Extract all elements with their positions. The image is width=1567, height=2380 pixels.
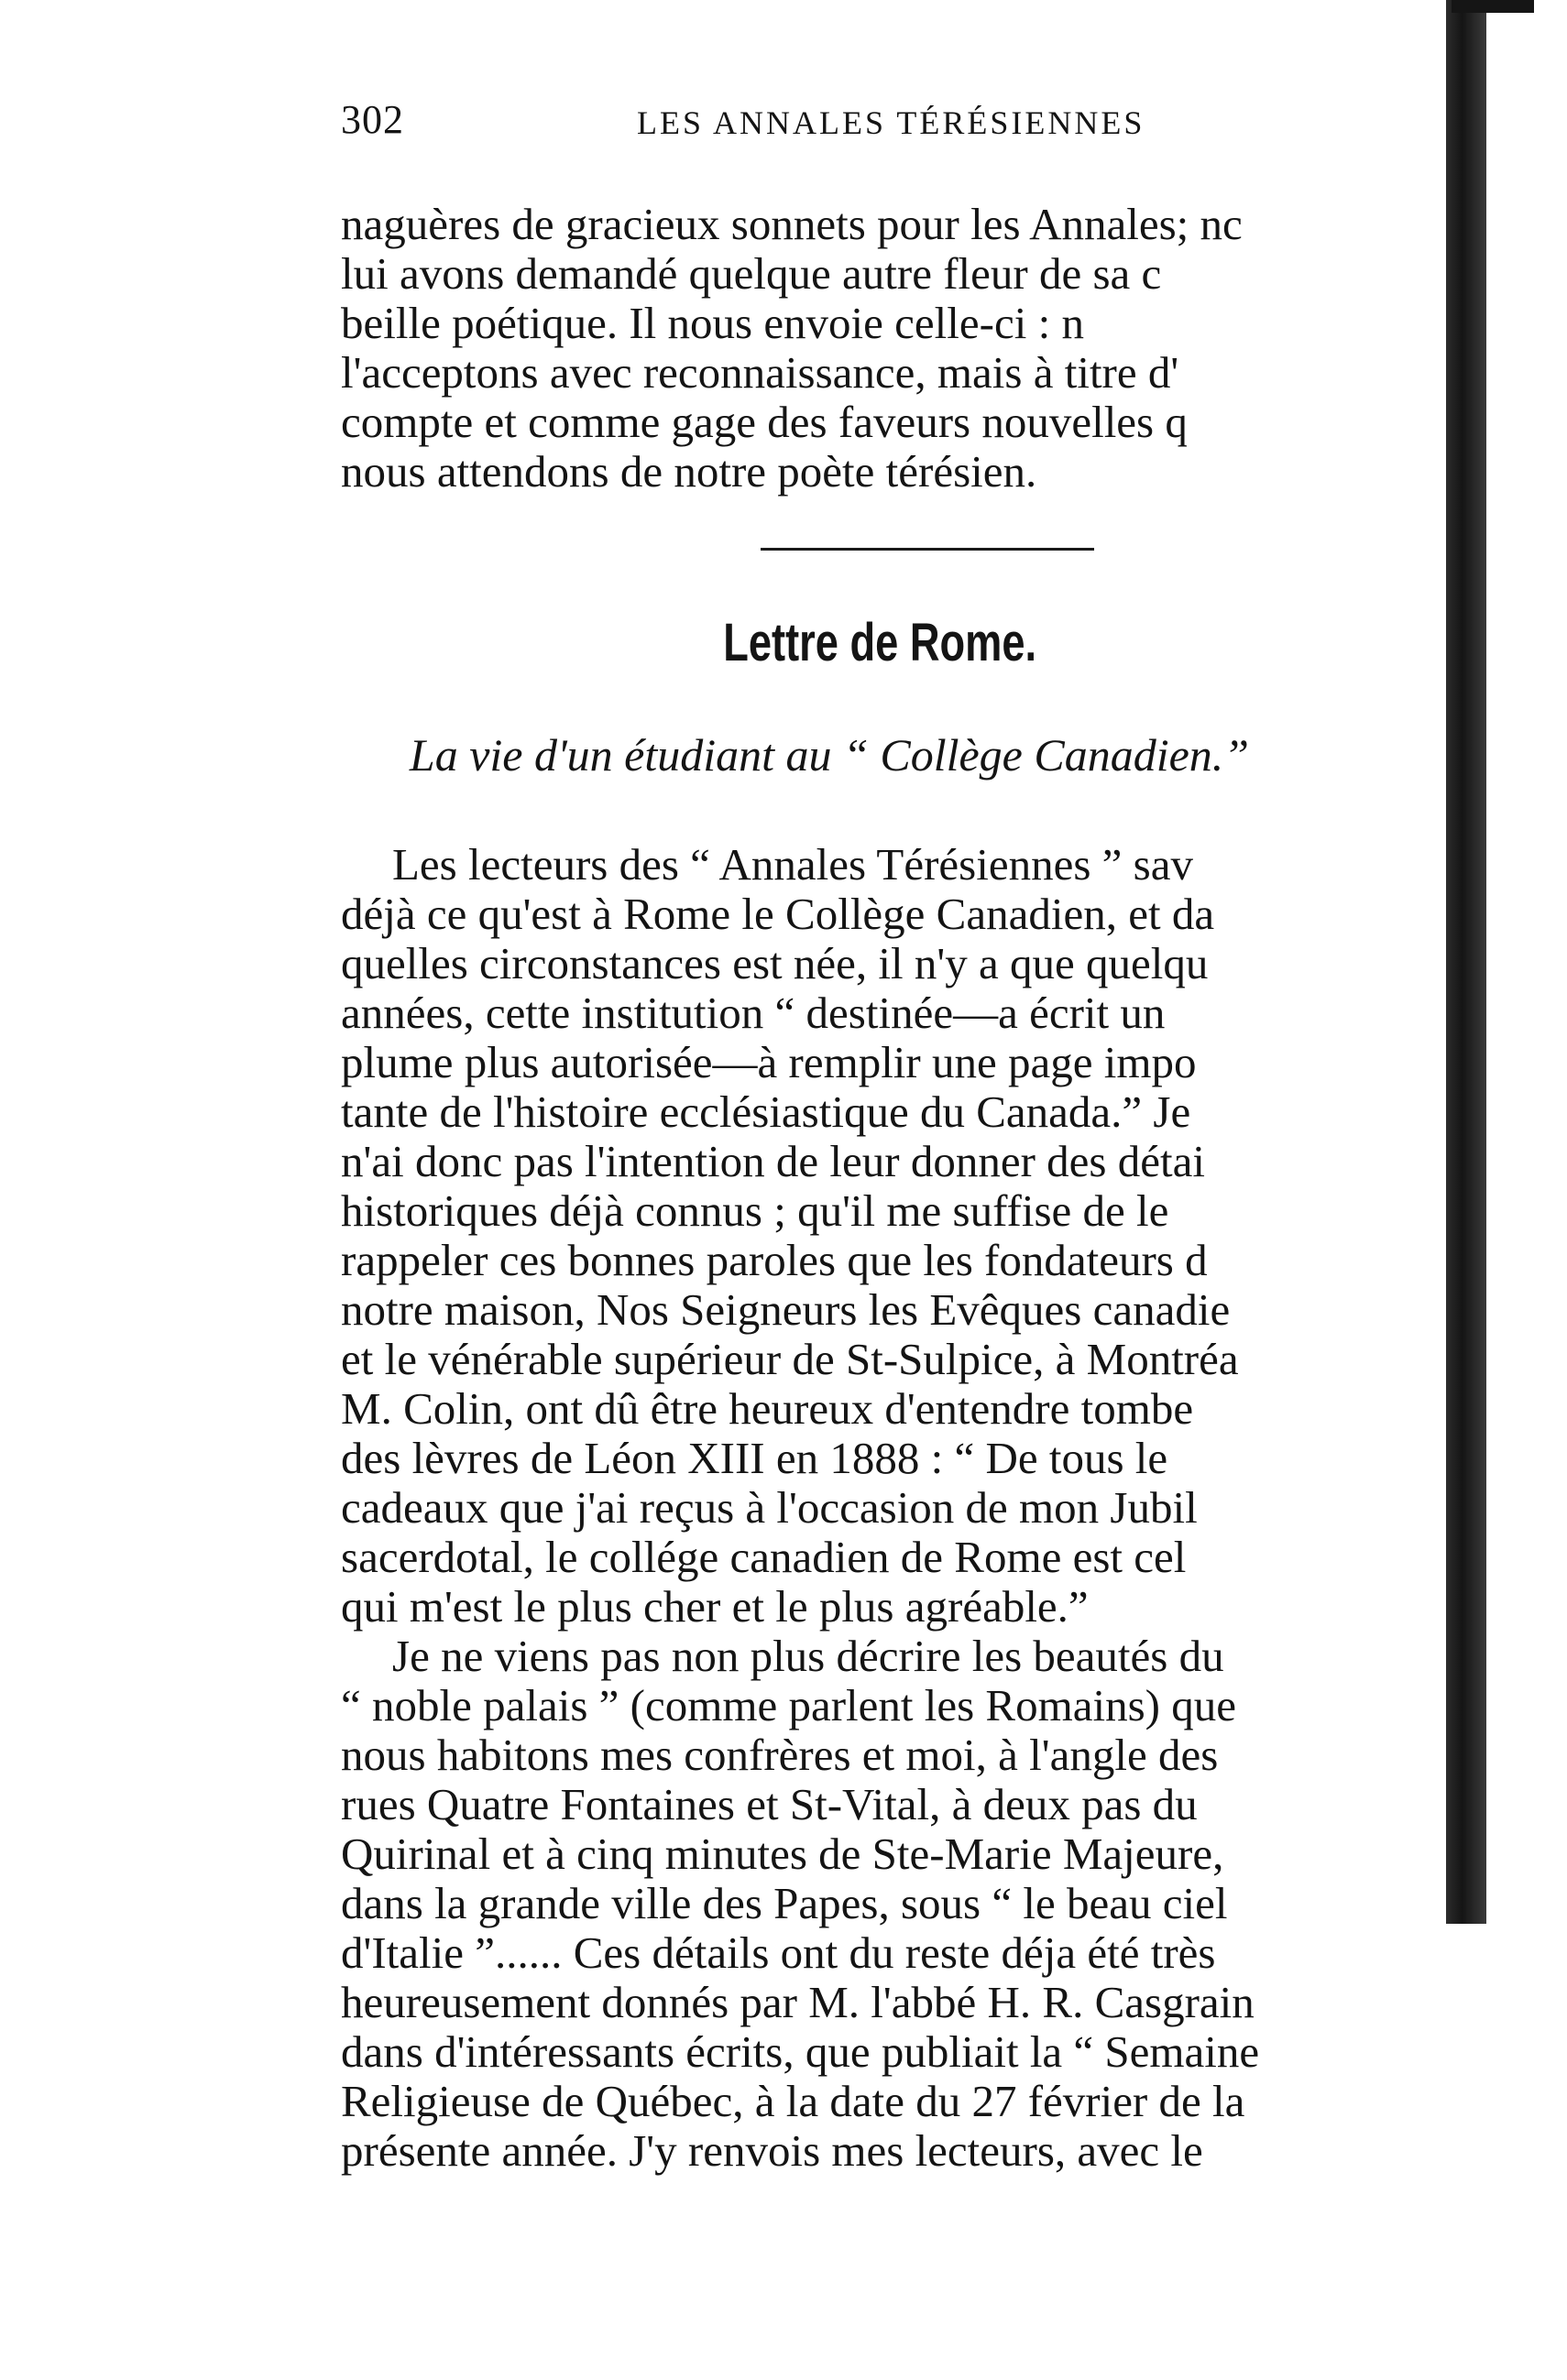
text-line: Religieuse de Québec, à la date du 27 février de la xyxy=(341,2077,1245,2126)
text-line: quelles circonstances est née, il n'y a que quelqu xyxy=(341,939,1209,988)
text-line: années, cette institution “ destinée—a écrit un xyxy=(341,988,1166,1038)
text-line: sacerdotal, le collége canadien de Rome est cel xyxy=(341,1533,1187,1582)
text-line: cadeaux que j'ai reçus à l'occasion de mon Jubil xyxy=(341,1483,1198,1533)
text-line: qui m'est le plus cher et le plus agréable.” xyxy=(341,1582,1089,1632)
text-line: tante de l'histoire ecclésiastique du Canada.” Je xyxy=(341,1087,1191,1137)
text-line: rues Quatre Fontaines et St-Vital, à deux pas du xyxy=(341,1780,1198,1829)
text-line: déjà ce qu'est à Rome le Collège Canadien, et da xyxy=(341,890,1215,939)
text-line: heureusement donnés par M. l'abbé H. R. Casgrain xyxy=(341,1978,1255,2027)
page-header xyxy=(341,96,1496,151)
text-line: lui avons demandé quelque autre fleur de sa c xyxy=(341,249,1162,299)
intro-paragraph xyxy=(341,200,1486,497)
text-line: Quirinal et à cinq minutes de Ste-Marie Majeure, xyxy=(341,1829,1224,1879)
text-line: naguères de gracieux sonnets pour les Annales; nc xyxy=(341,200,1243,249)
text-line: et le vénérable supérieur de St-Sulpice, à Montréa xyxy=(341,1335,1239,1384)
section-subtitle xyxy=(0,728,1567,781)
text-line: rappeler ces bonnes paroles que les fondateurs d xyxy=(341,1236,1208,1285)
text-line: des lèvres de Léon XIII en 1888 : “ De tous le xyxy=(341,1434,1168,1483)
text-line: l'acceptons avec reconnaissance, mais à titre d' xyxy=(341,348,1179,398)
text-line: d'Italie ”...... Ces détails ont du reste déja été très xyxy=(341,1928,1216,1978)
text-line: “ noble palais ” (comme parlent les Romains) que xyxy=(341,1681,1236,1730)
text-line: plume plus autorisée—à remplir une page impo xyxy=(341,1038,1197,1087)
running-title: LES ANNALES TÉRÉSIENNES xyxy=(637,104,1145,141)
text-line: compte et comme gage des faveurs nouvelles q xyxy=(341,398,1188,447)
text-line: Je ne viens pas non plus décrire les beautés du xyxy=(392,1632,1224,1681)
section-subtitle-text: La vie d'un étudiant au “ Collège Canadien.” xyxy=(409,729,1250,781)
section-divider xyxy=(761,548,1094,551)
text-line: dans la grande ville des Papes, sous “ le beau ciel xyxy=(341,1879,1228,1928)
text-line: M. Colin, ont dû être heureux d'entendre tombe xyxy=(341,1384,1194,1434)
section-title xyxy=(0,612,1567,673)
body-text xyxy=(341,840,1486,2176)
text-line: nous habitons mes confrères et moi, à l'angle des xyxy=(341,1730,1219,1780)
text-line: dans d'intéressants écrits, que publiait la “ Semaine xyxy=(341,2027,1260,2077)
page-number: 302 xyxy=(341,97,404,142)
text-line: présente année. J'y renvois mes lecteurs, avec le xyxy=(341,2126,1203,2176)
text-line: beille poétique. Il nous envoie celle-ci : n xyxy=(341,299,1084,348)
text-line: notre maison, Nos Seigneurs les Evêques canadie xyxy=(341,1285,1231,1335)
text-line: Les lecteurs des “ Annales Térésiennes ” sav xyxy=(392,840,1193,890)
text-line: historiques déjà connus ; qu'il me suffise de le xyxy=(341,1186,1169,1236)
text-line: n'ai donc pas l'intention de leur donner des détai xyxy=(341,1137,1205,1186)
section-title-text: Lettre de Rome. xyxy=(723,613,1036,672)
text-line: nous attendons de notre poète térésien. xyxy=(341,447,1037,497)
